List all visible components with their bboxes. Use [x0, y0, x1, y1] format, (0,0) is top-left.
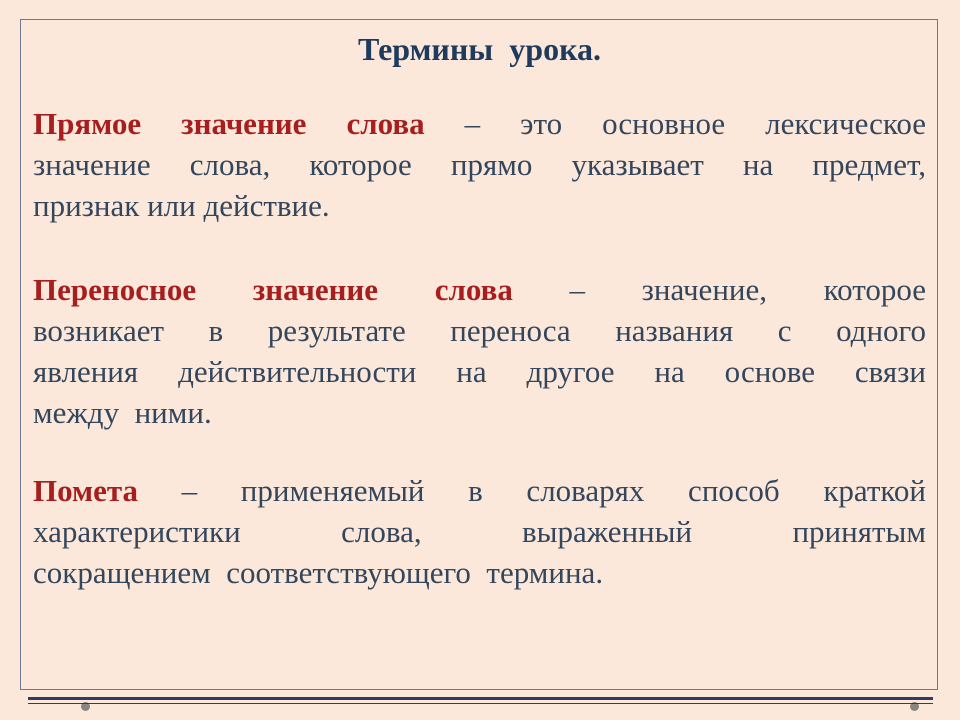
definition-line: признак или действие.	[33, 188, 330, 223]
slide-content	[21, 20, 937, 593]
term-text: Переносное значение слова	[33, 272, 513, 307]
definition-line	[33, 269, 926, 310]
definition-line	[33, 470, 926, 511]
definition-line: возникает в результате переноса названия с одного	[33, 313, 926, 348]
slide-title: Термины урока.	[357, 31, 602, 67]
definition-text: – применяемый в словарях способ краткой	[138, 473, 926, 508]
definition-direct-meaning	[33, 103, 926, 226]
bottom-divider-rule	[28, 697, 933, 704]
definition-line: сокращением соответствующего термина.	[33, 555, 604, 590]
term-text: Помета	[33, 473, 139, 508]
term-text: Прямое значение слова	[33, 106, 425, 141]
definition-line	[33, 103, 926, 144]
definition-pometa	[33, 470, 926, 593]
definition-line: значение слова, которое прямо указывает на предмет,	[33, 147, 926, 182]
definition-line: между ними.	[33, 395, 212, 430]
definition-line: характеристики слова, выраженный принятым	[33, 514, 926, 549]
definition-text: – это основное лексическое	[424, 106, 926, 141]
definition-line: явления действительности на другое на основе связи	[33, 354, 926, 389]
content-frame	[20, 19, 938, 690]
definition-text: – значение, которое	[512, 272, 926, 307]
definition-figurative-meaning	[33, 269, 926, 433]
